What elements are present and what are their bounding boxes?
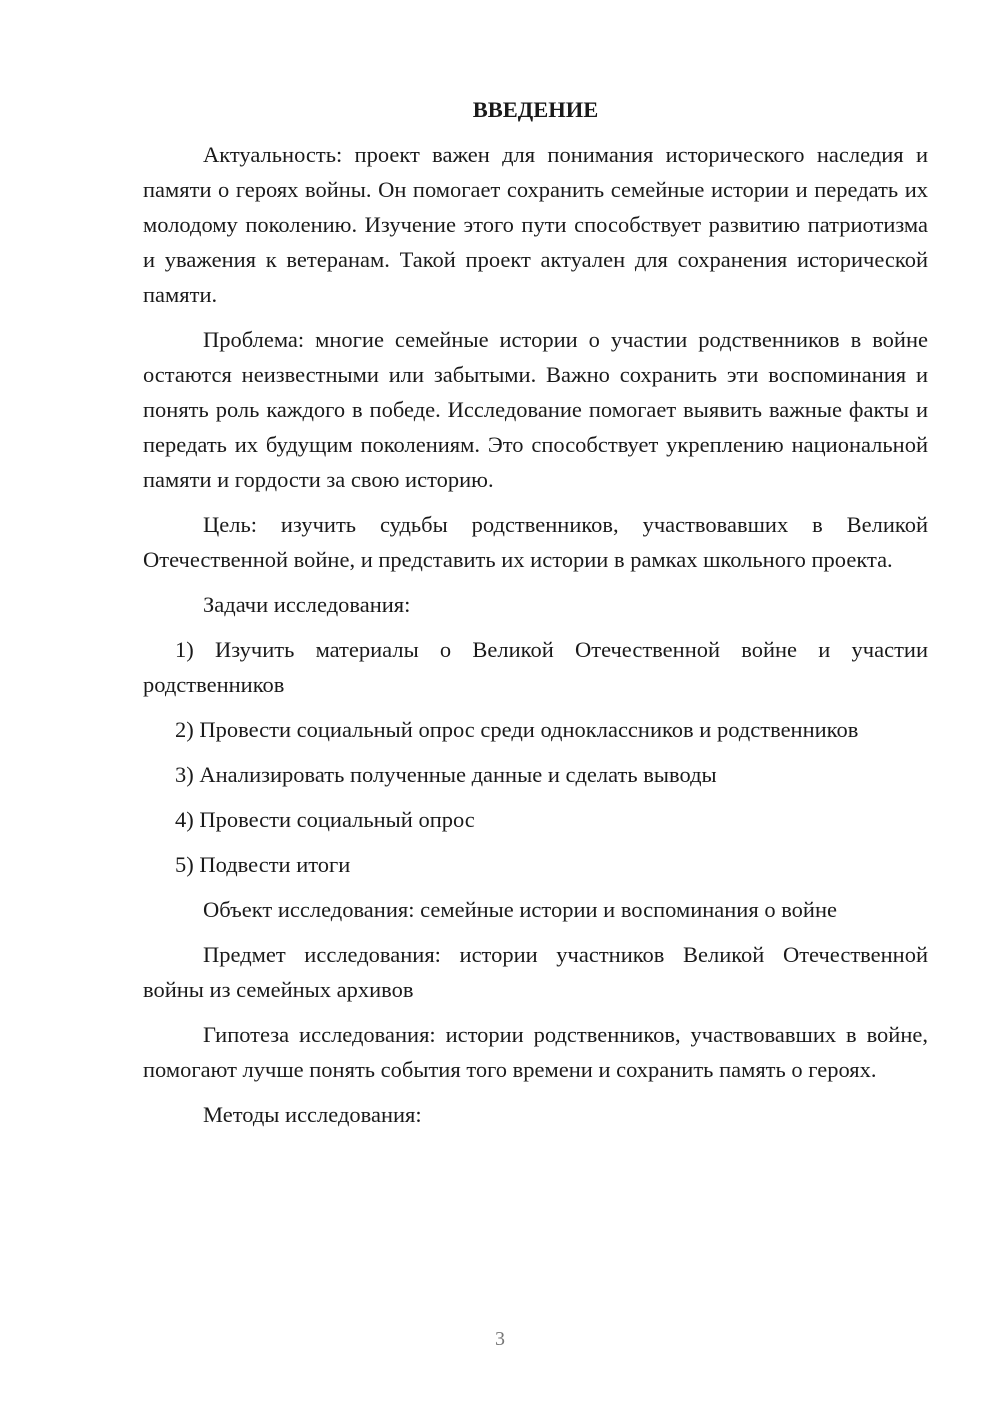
paragraph-subject: Предмет исследования: истории участников Великой Отечественной войны из семейных архивов [143, 942, 928, 1002]
paragraph-relevance: Актуальность: проект важен для понимания исторического наследия и памяти о героях войны. Он помогает сохранить семейные истории и передать их молодому поколению. Изучение этого пути способствует развитию патриотизма и уважения к ветеранам. Такой проект актуален для сохранения исторической памяти. [143, 142, 928, 307]
paragraph-tasks-heading: Задачи исследования: [203, 592, 411, 617]
paragraph-goal: Цель: изучить судьбы родственников, участвовавших в Великой Отечественной войне, и представить их истории в рамках школьного проекта. [143, 512, 928, 572]
paragraph-object: Объект исследования: семейные истории и воспоминания о войне [203, 897, 837, 922]
page-number: 3 [495, 1328, 505, 1350]
paragraph-problem: Проблема: многие семейные истории о участии родственников в войне остаются неизвестными или забытыми. Важно сохранить эти воспоминания и понять роль каждого в победе. Исследование помогает выявить важные факты и передать их будущим поколениям. Это способствует укреплению национальной памяти и гордости за свою историю. [143, 327, 928, 492]
task-item-5: 5) Подвести итоги [175, 852, 351, 877]
task-item-1: 1) Изучить материалы о Великой Отечественной войне и участии родственников [143, 637, 928, 697]
paragraph-methods: Методы исследования: [203, 1102, 422, 1127]
task-item-3: 3) Анализировать полученные данные и сделать выводы [175, 762, 717, 787]
task-item-4: 4) Провести социальный опрос [175, 807, 475, 832]
task-item-2: 2) Провести социальный опрос среди одноклассников и родственников [175, 717, 859, 742]
document-page [143, 92, 928, 1142]
paragraph-hypothesis: Гипотеза исследования: истории родственников, участвовавших в войне, помогают лучше понять события того времени и сохранить память о героях. [143, 1022, 928, 1082]
section-title: ВВЕДЕНИЕ [472, 97, 599, 122]
